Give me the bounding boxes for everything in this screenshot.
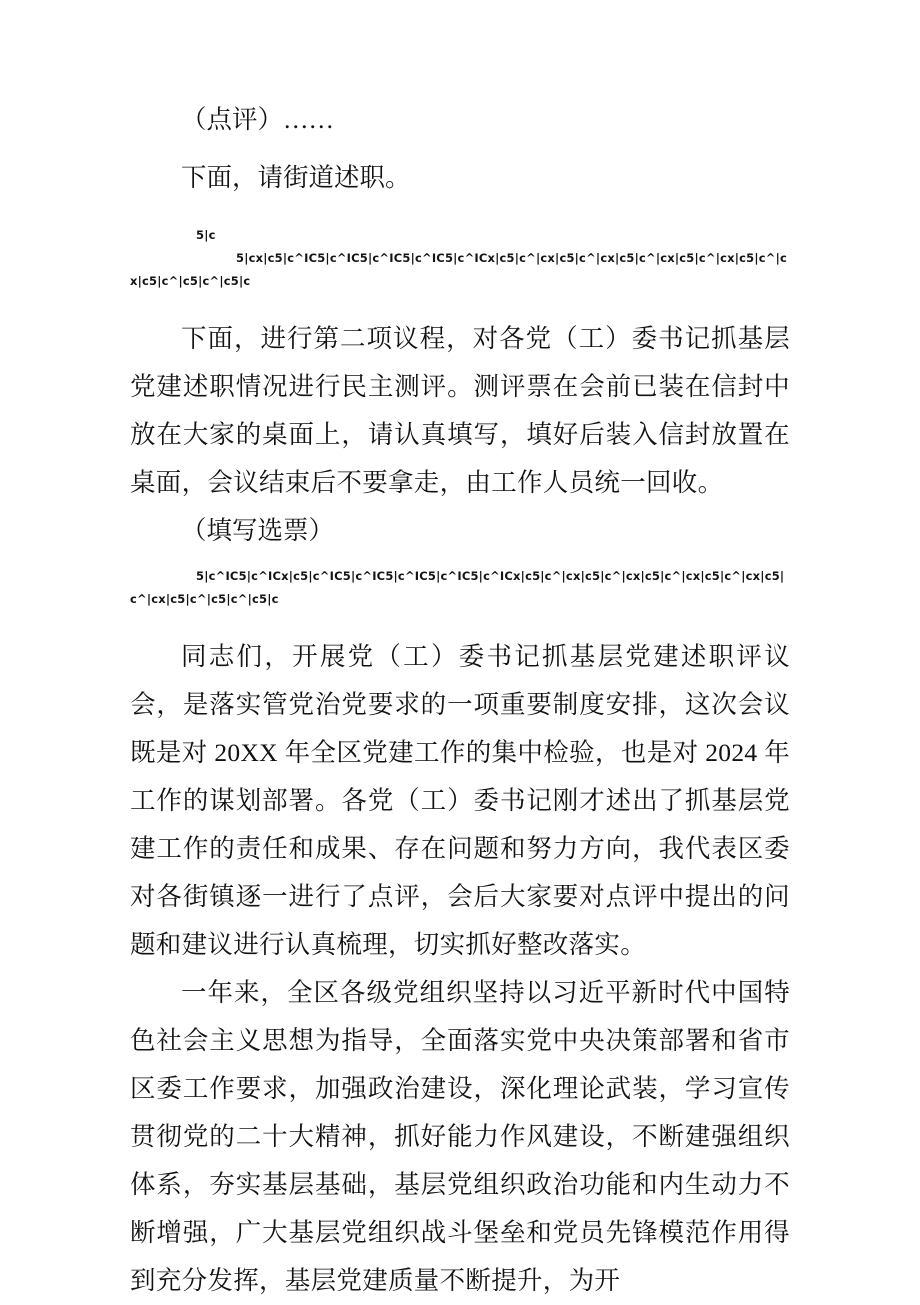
garbled-line-run: 5|cx|c5|c^IC5|c^IC5|c^IC5|c^IC5|c^ICx|c5|c^|cx|c5|c^|cx|c5|c^|cx|c5|c^|cx|c5|c^|cx|c5|c^|c5|c^|c5|c xyxy=(130,251,788,288)
spacer xyxy=(130,555,790,565)
garbled-text-block-1 xyxy=(130,224,790,293)
spacer xyxy=(130,611,790,633)
garbled-text-block-2 xyxy=(130,565,790,611)
spacer xyxy=(130,293,790,315)
paragraph-minzhu-ceping: 下面，进行第二项议程，对各党（工）委书记抓基层党建述职情况进行民主测评。测评票在会前已装在信封中放在大家的桌面上，请认真填写，填好后装入信封放置在桌面，会议结束后不要拿走，由工作人员统一回收。 xyxy=(130,324,790,497)
text-column xyxy=(130,96,790,1305)
line-dianping: （点评）…… xyxy=(181,105,335,134)
paragraph-yinianlai: 一年来，全区各级党组织坚持以习近平新时代中国特色社会主义思想为指导，全面落实党中央决策部署和省市区委工作要求，加强政治建设，深化理论武装，学习宣传贯彻党的二十大精神，抓好能力作风建设，不断建强组织体系，夯实基层基础，基层党组织政治功能和内生动力不断增强，广大基层党组织战斗堡垒和党员先锋模范作用得到充分发挥，基层党建质量不断提升，为开 xyxy=(130,978,790,1295)
garbled-line-run: 5|c^IC5|c^ICx|c5|c^IC5|c^IC5|c^IC5|c^IC5|c^ICx|c5|c^|cx|c5|c^|cx|c5|c^|cx|c5|c^|cx|c5|c^|cx|c5|c^|c5|c^|c5|c xyxy=(130,569,785,606)
garbled-line-stub: 5|c xyxy=(196,228,216,242)
paragraph-tongzhimen: 同志们，开展党（工）委书记抓基层党建述职评议会，是落实管党治党要求的一项重要制度安排，这次会议既是对 20XX 年全区党建工作的集中检验，也是对 2024 年工作的谋划部署。各党（工）委书记刚才述出了抓基层党建工作的责任和成果、存在问题和努力方向，我代表区委对各街镇逐一进行了点评，会后大家要对点评中提出的问题和建议进行认真梳理，切实抓好整改落实。 xyxy=(130,642,790,959)
spacer xyxy=(130,144,790,154)
line-tianxie-xuanpiao: （填写选票） xyxy=(181,516,335,545)
line-xiamian-jiedao-shuzhi: 下面，请街道述职。 xyxy=(181,163,411,192)
spacer xyxy=(130,202,790,224)
